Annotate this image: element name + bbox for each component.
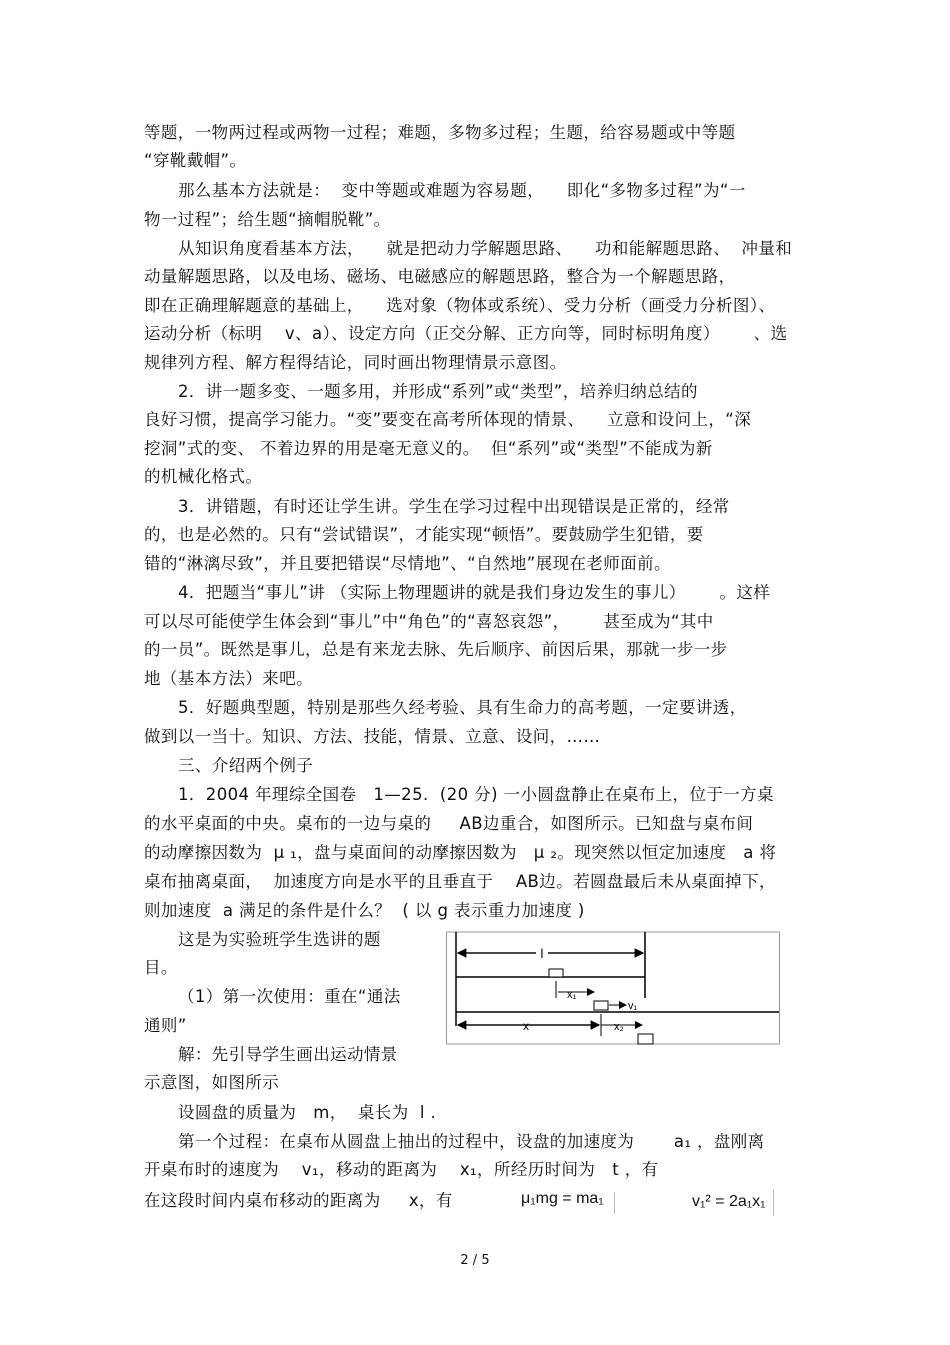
text-line: 的动摩擦因数为 μ ₁，盘与桌面间的动摩擦因数为 μ ₂。现突然以恒定加速度 a 将: [144, 843, 777, 862]
label-x: x: [523, 1019, 529, 1033]
text-line: 等题，一物两过程或两物一过程；难题，多物多过程；生题，给容易题或中等题: [144, 123, 736, 142]
motion-diagram: [446, 926, 781, 1048]
text-line: （1）第一次使用：重在“通法: [178, 987, 401, 1006]
text-line: 目。: [144, 958, 178, 977]
text-line: 良好习惯，提高学习能力。“变”要变在高考所体现的情景、 立意和设问上，“深: [144, 410, 752, 429]
text-line: 的机械化格式。: [144, 467, 263, 486]
text-line: 示意图，如图所示: [144, 1073, 280, 1092]
text-line: 规律列方程、解方程得结论，同时画出物理情景示意图。: [144, 353, 567, 372]
text-line: 开桌布时的速度为 v₁，移动的距离为 x₁，所经历时间为 t ，有: [144, 1160, 659, 1179]
text-line: “穿靴戴帽”。: [144, 151, 247, 170]
section-heading: 三、介绍两个例子: [178, 756, 314, 775]
label-v1: v₁: [628, 1000, 638, 1012]
label-x1: x₁: [567, 989, 577, 1001]
text-line: 做到以一当十。知识、方法、技能，情景、立意、设问，……: [144, 727, 601, 746]
text-line: 在这段时间内桌布移动的距离为 x，有: [144, 1191, 453, 1210]
text-line: 第一个过程：在桌布从圆盘上抽出的过程中，设盘的加速度为 a₁ ，盘刚离: [178, 1132, 765, 1151]
text-line: 物一过程”；给生题“摘帽脱靴”。: [144, 210, 391, 229]
label-x2: x₂: [614, 1021, 624, 1033]
text-line: 这是为实验班学生选讲的题: [178, 930, 381, 949]
text-line: 运动分析（标明 v、a）、设定方向（正交分解、正方向等，同时标明角度） 、选: [144, 324, 788, 343]
page-number: 2 / 5: [460, 1253, 490, 1268]
text-line: 错的“淋漓尽致”，并且要把错误“尽情地”、“自然地”展现在老师面前。: [144, 554, 671, 573]
text-line: 通则”: [144, 1016, 187, 1035]
equation-friction: μ₁mg = ma₁: [521, 1190, 604, 1207]
equation-divider: [773, 1190, 774, 1216]
text-line: 设圆盘的质量为 m， 桌长为 l .: [178, 1103, 437, 1122]
text-line: 地（基本方法）来吧。: [144, 669, 313, 688]
text-line: 则加速度 a 满足的条件是什么？ ( 以 g 表示重力加速度 ): [144, 901, 585, 920]
text-line: 可以尽可能使学生体会到“事儿”中“角色”的“喜怒哀怨”， 甚至成为“其中: [144, 612, 714, 631]
text-line: 1．2004 年理综全国卷 1—25. (20 分) 一小圆盘静止在桌布上，位于一方桌: [178, 785, 774, 804]
text-line: 解：先引导学生画出运动情景: [178, 1045, 398, 1064]
text-line: 3．讲错题，有时还让学生讲。学生在学习过程中出现错误是正常的，经常: [178, 497, 730, 516]
text-line: 挖洞”式的变、 不着边界的用是毫无意义的。 但“系列”或“类型”不能成为新: [144, 439, 713, 458]
text-line: 2．讲一题多变、一题多用，并形成“系列”或“类型”，培养归纳总结的: [178, 382, 698, 401]
text-line: 从知识角度看基本方法， 就是把动力学解题思路、 功和能解题思路、 冲量和: [178, 239, 793, 258]
text-line: 动量解题思路，以及电场、磁场、电磁感应的解题思路，整合为一个解题思路，: [144, 267, 736, 286]
text-line: 4．把题当“事儿”讲 （实际上物理题讲的就是我们身边发生的事儿） 。这样: [178, 583, 771, 602]
text-line: 那么基本方法就是： 变中等题或难题为容易题， 即化“多物多过程”为“一: [178, 181, 746, 200]
label-l: l: [540, 946, 544, 961]
text-line: 桌布抽离桌面， 加速度方向是水平的且垂直于 AB边。若圆盘最后未从桌面掉下，: [144, 872, 776, 891]
equation-divider: [614, 1192, 615, 1214]
text-line: 5．好题典型题，特别是那些久经考验、具有生命力的高考题，一定要讲透，: [178, 698, 747, 717]
text-line: 的水平桌面的中央。桌布的一边与桌的 AB边重合，如图所示。已知盘与桌布间: [144, 814, 754, 833]
text-line: 即在正确理解题意的基础上， 选对象（物体或系统）、受力分析（画受力分析图）、: [144, 296, 776, 315]
text-line: 的一员”。既然是事儿，总是有来龙去脉、先后顺序、前因后果，那就一步一步: [144, 640, 728, 659]
equation-kinematics: v₁² = 2a₁x₁: [692, 1193, 766, 1210]
text-line: 的，也是必然的。只有“尝试错误”，才能实现“顿悟”。要鼓励学生犯错，要: [144, 525, 704, 544]
